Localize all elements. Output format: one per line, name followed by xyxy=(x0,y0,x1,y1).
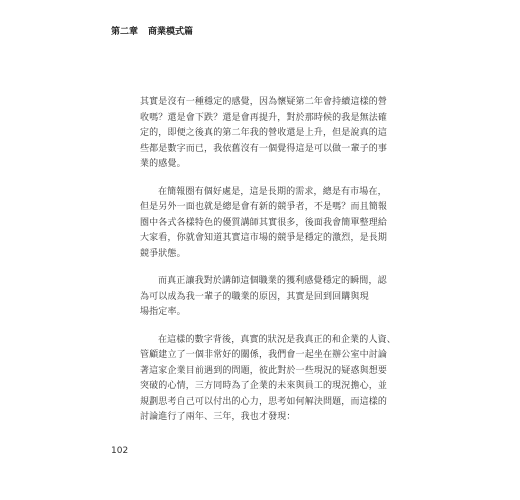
paragraph-4 xyxy=(140,333,396,426)
paragraph-3 xyxy=(140,274,392,321)
paragraph-1 xyxy=(140,95,392,173)
text-line: 在這樣的數字背後，真實的狀況是我真正的和企業的人資、 xyxy=(158,334,396,345)
text-line: 在簡報圈有個好處是，這是長期的需求，總是有市場在， xyxy=(158,186,387,197)
chapter-title: 商業模式篇 xyxy=(148,27,194,37)
text-line: 為可以成為我一輩子的職業的原因，其實是回到回購與現 xyxy=(140,291,369,302)
text-line: 競爭狀態。 xyxy=(140,248,186,259)
paragraph-2 xyxy=(140,185,392,263)
text-line: 著這家企業目前遇到的問題，彼此對於一些現況的疑惑與想要 xyxy=(140,365,388,376)
text-line: 場指定率。 xyxy=(140,307,186,317)
body-text xyxy=(140,95,396,438)
chapter-number: 第二章 xyxy=(111,27,139,37)
text-line: 收嗎？還是會下跌？還是會再提升，對於那時候的我是無法確 xyxy=(140,112,388,123)
text-line: 但是另外一面也就是總是會有新的競爭者，不是嗎？而且簡報 xyxy=(140,202,388,212)
text-line: 而真正讓我對於講師這個職業的獲利感覺穩定的瞬間，認 xyxy=(158,276,387,286)
text-line: 圈中各式各樣特色的優質講師其實很多，後面我會簡單整理給 xyxy=(140,217,388,228)
text-line: 討論進行了兩年、三年，我也才發現： xyxy=(140,412,296,422)
text-line: 定的，即便之後真的第二年我的營收還是上升，但是說真的這 xyxy=(140,128,388,138)
text-line: 些都是數字而已，我依舊沒有一個覺得這是可以做一輩子的事 xyxy=(140,143,388,154)
text-line: 大家看，你就會知道其實這市場的競爭是穩定的激烈，是長期 xyxy=(140,233,388,243)
text-line: 其實是沒有一種穩定的感覺，因為懷疑第二年會持續這樣的營 xyxy=(140,97,388,107)
page-number: 102 xyxy=(111,446,129,456)
text-line: 規劃思考自己可以付出的心力，思考如何解決問題，而這樣的 xyxy=(140,396,388,407)
text-line: 業的感覺。 xyxy=(140,159,186,169)
text-line: 突破的心情，三方同時為了企業的未來與員工的現況擔心，並 xyxy=(140,381,388,391)
text-line: 管顧建立了一個非常好的關係，我們會一起坐在辦公室中討論 xyxy=(140,350,388,360)
running-header xyxy=(111,24,193,37)
